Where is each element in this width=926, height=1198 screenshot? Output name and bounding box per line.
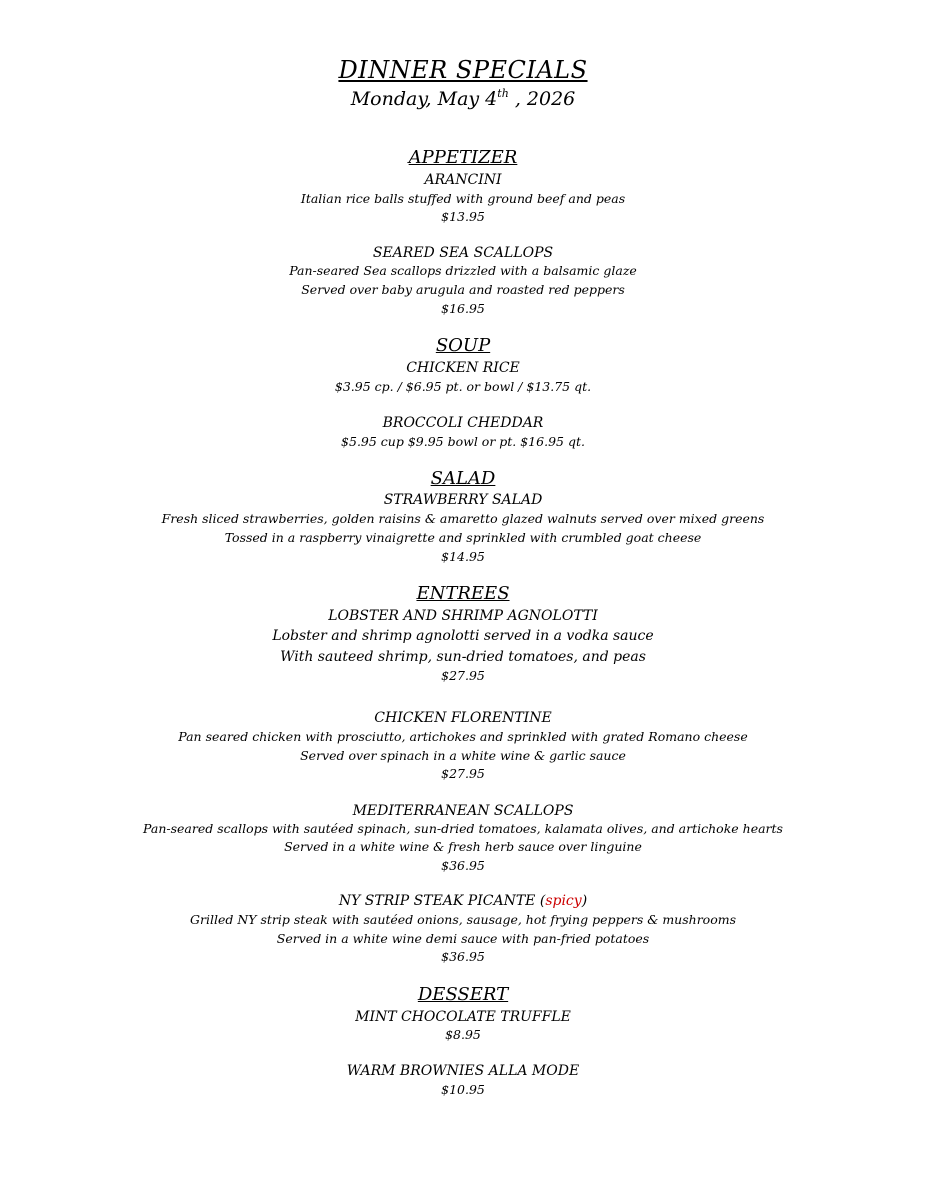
item-price: $10.95 xyxy=(441,1082,485,1097)
item-name: CHICKEN FLORENTINE xyxy=(374,710,552,726)
item-price: $16.95 xyxy=(441,301,485,316)
item-description: Grilled NY strip steak with sautéed onions, sausage, hot frying peppers & mushrooms xyxy=(190,912,736,927)
item-description: Served over baby arugula and roasted red peppers xyxy=(301,282,625,297)
item-name: MINT CHOCOLATE TRUFFLE xyxy=(355,1009,571,1025)
item-name: LOBSTER AND SHRIMP AGNOLOTTI xyxy=(328,608,598,624)
item-description: Served in a white wine & fresh herb sauce over linguine xyxy=(284,839,642,854)
date-year: , 2026 xyxy=(508,88,576,110)
spicy-label: spicy xyxy=(545,893,582,909)
item-price: $27.95 xyxy=(441,668,485,683)
item-description: Pan-seared scallops with sautéed spinach, sun-dried tomatoes, kalamata olives, and artichoke hearts xyxy=(143,821,783,836)
item-description: Italian rice balls stuffed with ground beef and peas xyxy=(300,191,626,206)
item-name-text: NY STRIP STEAK PICANTE ( xyxy=(338,893,546,909)
item-name: SEARED SEA SCALLOPS xyxy=(372,245,554,261)
page-title: DINNER SPECIALS xyxy=(338,56,588,84)
section-heading-entrees: ENTREES xyxy=(416,583,510,604)
item-price: $27.95 xyxy=(441,766,485,781)
item-name: STRAWBERRY SALAD xyxy=(383,492,543,508)
section-heading-appetizer: APPETIZER xyxy=(408,147,518,168)
item-price: $14.95 xyxy=(441,549,485,564)
item-price: $13.95 xyxy=(441,209,485,224)
item-description: Tossed in a raspberry vinaigrette and sprinkled with crumbled goat cheese xyxy=(224,530,702,545)
date-ordinal: th xyxy=(497,87,509,100)
date-day: Monday, May 4 xyxy=(350,88,498,110)
item-name-end: ) xyxy=(581,893,588,909)
menu-date xyxy=(0,87,926,110)
item-price: $3.95 cp. / $6.95 pt. or bowl / $13.75 qt. xyxy=(334,379,592,394)
item-name-spicy xyxy=(0,894,926,908)
item-name: WARM BROWNIES ALLA MODE xyxy=(346,1063,580,1079)
section-heading-salad: SALAD xyxy=(430,468,496,489)
section-heading-soup: SOUP xyxy=(435,335,491,356)
item-name: ARANCINI xyxy=(424,172,502,188)
item-price: $5.95 cup $9.95 bowl or pt. $16.95 qt. xyxy=(341,434,585,449)
item-description: Served over spinach in a white wine & garlic sauce xyxy=(300,748,626,763)
item-price: $36.95 xyxy=(441,858,485,873)
item-name: BROCCOLI CHEDDAR xyxy=(382,415,544,431)
item-name: CHICKEN RICE xyxy=(406,360,520,376)
item-description: Lobster and shrimp agnolotti served in a vodka sauce xyxy=(272,628,654,644)
item-price: $8.95 xyxy=(445,1027,481,1042)
item-description: Served in a white wine demi sauce with pan-fried potatoes xyxy=(276,931,650,946)
item-description: Fresh sliced strawberries, golden raisins & amaretto glazed walnuts served over mixed greens xyxy=(161,511,765,526)
item-description: With sauteed shrimp, sun-dried tomatoes, and peas xyxy=(280,649,646,665)
item-description: Pan seared chicken with prosciutto, artichokes and sprinkled with grated Romano cheese xyxy=(178,729,748,744)
section-heading-dessert: DESSERT xyxy=(417,984,509,1005)
item-price: $36.95 xyxy=(441,949,485,964)
item-description: Pan-seared Sea scallops drizzled with a balsamic glaze xyxy=(289,263,637,278)
item-name: MEDITERRANEAN SCALLOPS xyxy=(352,803,574,819)
